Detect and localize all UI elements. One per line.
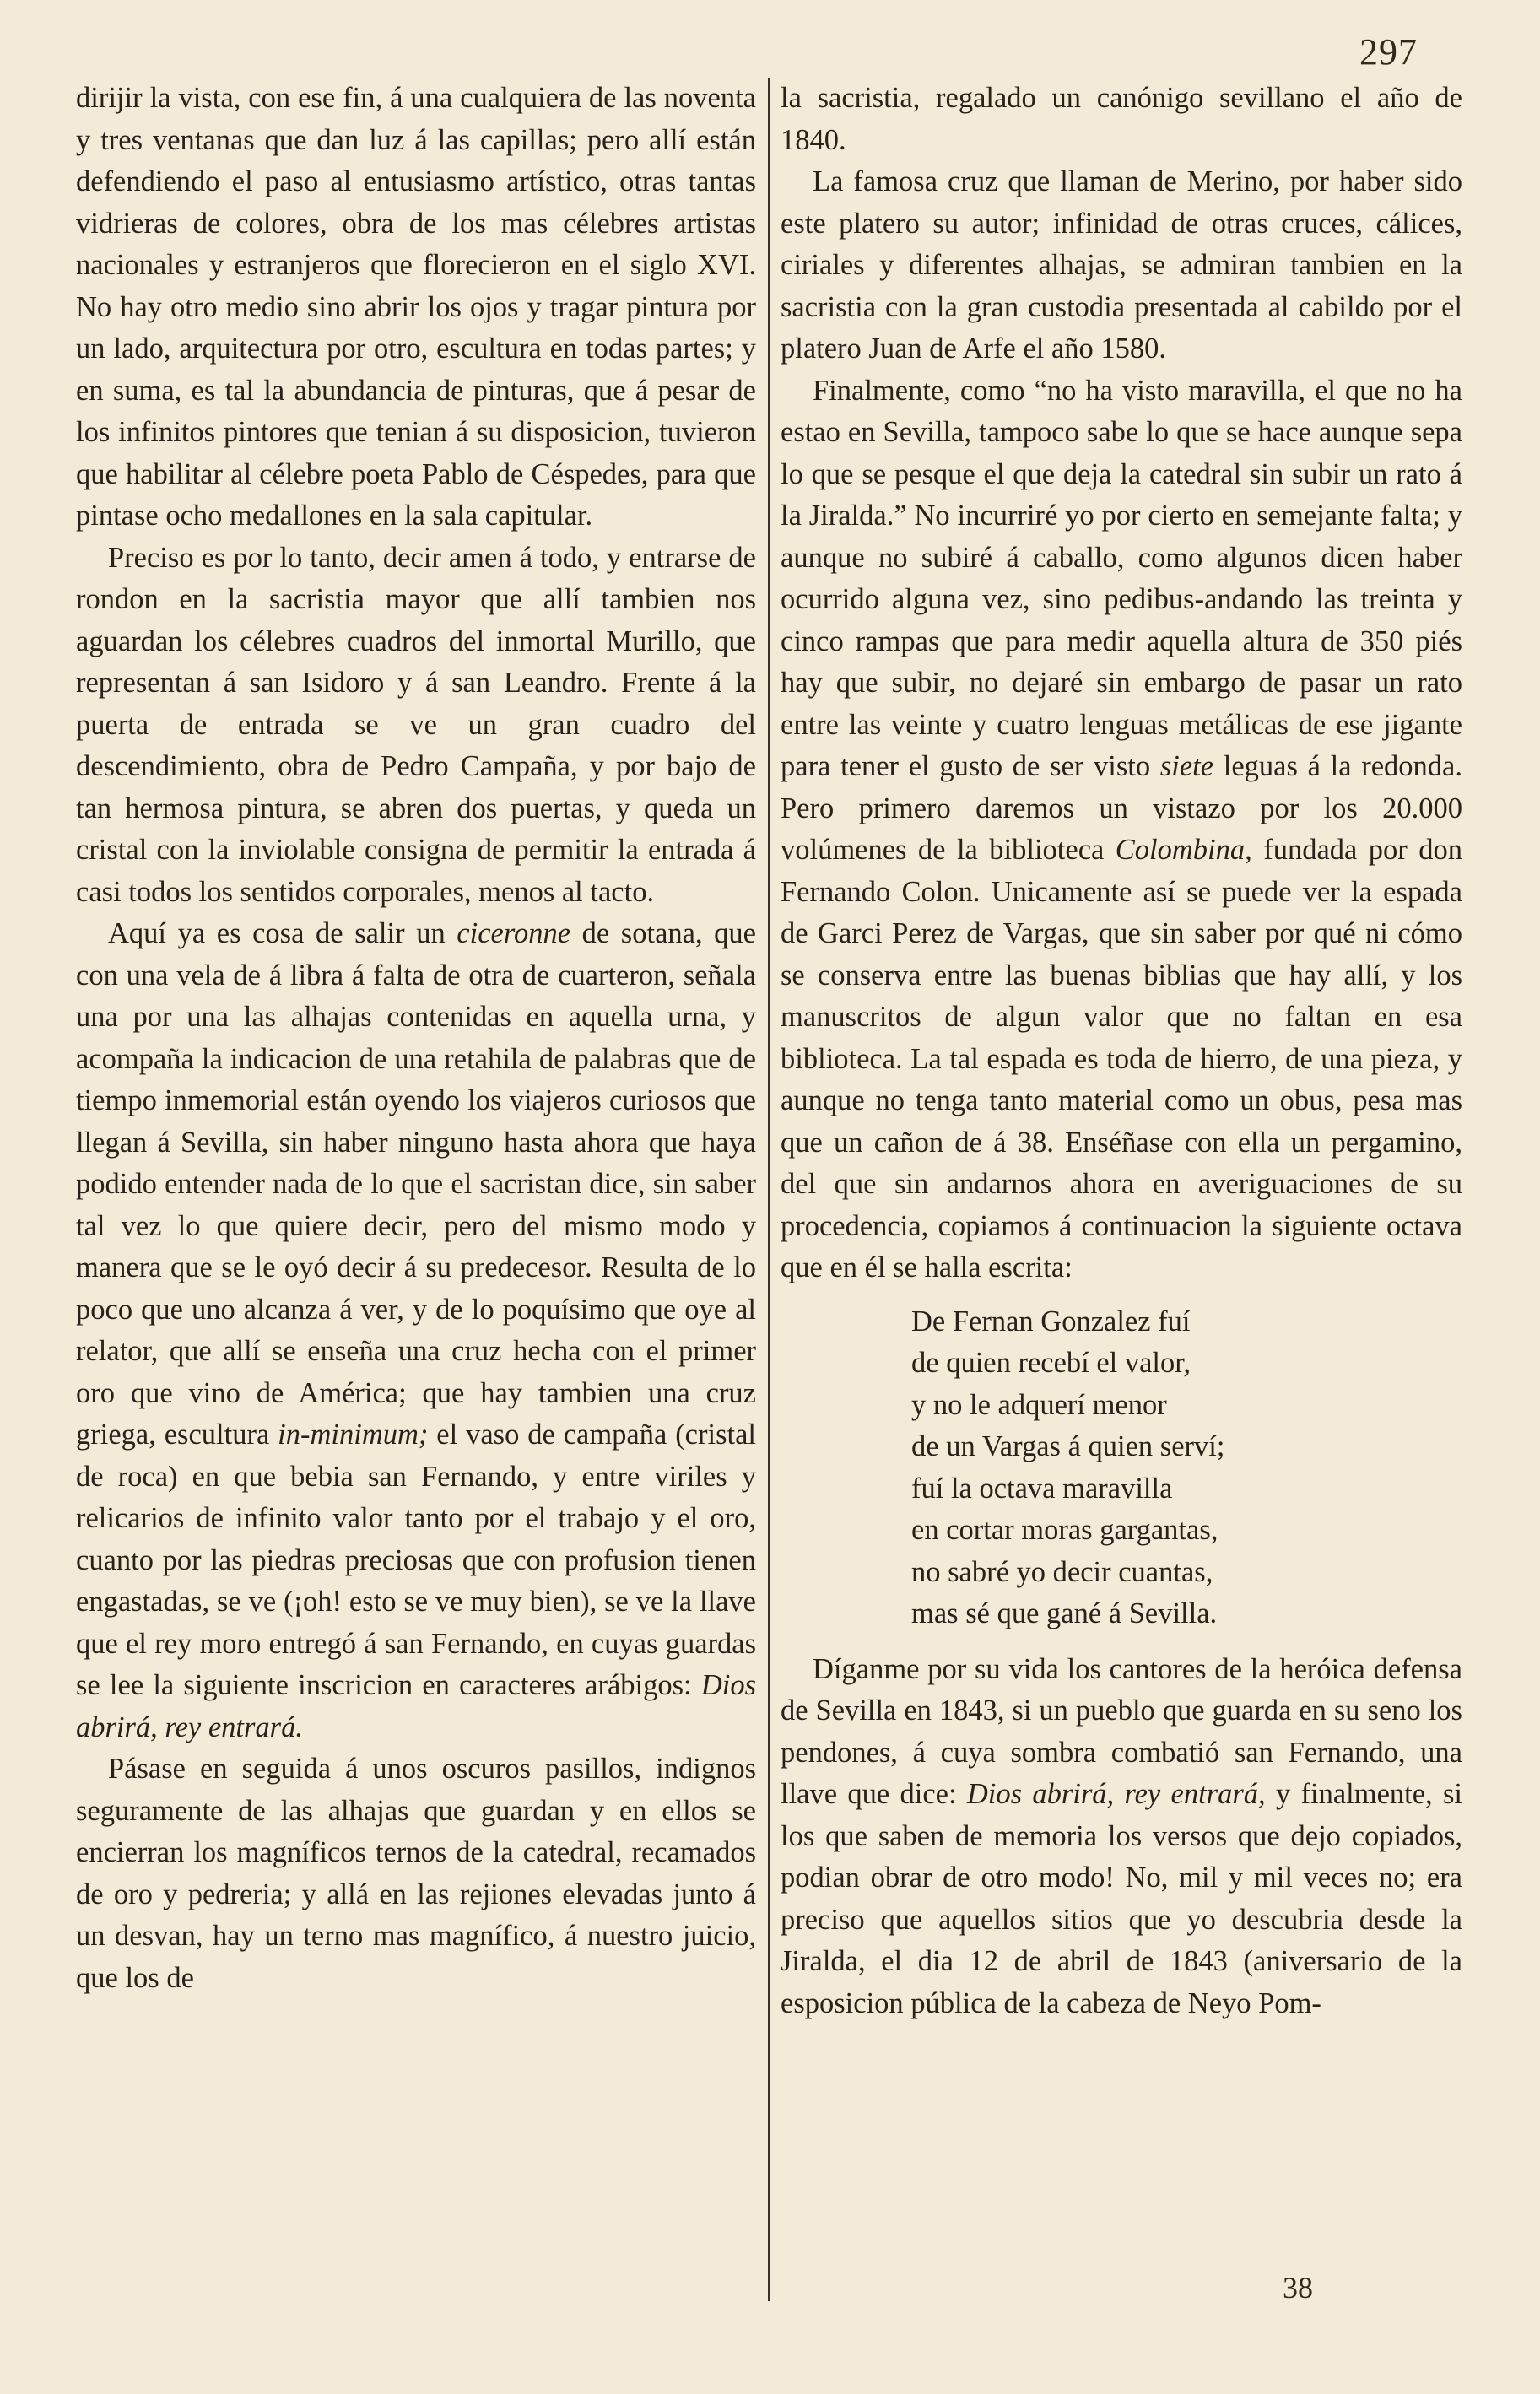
verse-line: no sabré yo decir cuantas, [911,1555,1213,1588]
text-run: y finalmente, si los que saben de memoria los versos que dejo copiados, podian obrar de otro modo! No, mil y mil veces no; era preciso que aquellos sitios que yo descubria desde la Jiralda, el dia 12 de abril de 1843 (aniversario de la esposicion pública de la cabeza de Neyo Pom- [781,1778,1463,2019]
italic-text: in-minimum; [278,1419,429,1451]
verse-line: y no le adquerí menor [911,1388,1167,1421]
text-run: la sacristia, regalado un canónigo sevillano el año de 1840. [781,82,1462,156]
page-number: 297 [1359,31,1418,73]
verse-line: De Fernan Gonzalez fuí [911,1305,1191,1338]
text-run: fundada por don Fernando Colon. Unicamente así se puede ver la espada de Garci Perez de Vargas, que sin saber por qué ni cómo se conserva entre las buenas biblias que hay allí, y los manuscritos de algun valor que no faltan en esa biblioteca. La tal espada es toda de hierro, de una pieza, y aunque no tenga tanto material como un obus, pesa mas que un cañon de á 38. Enséñase con ella un pergamino, del que sin andarnos ahora en averiguaciones de su procedencia, copiamos á continuacion la siguiente octava que en él se halla escrita: [781,834,1463,1283]
italic-text: ciceronne [457,917,571,949]
verse-line: mas sé que gané á Sevilla. [911,1597,1218,1629]
paragraph [781,1649,1462,2025]
verse-line: fuí la octava maravilla [911,1472,1173,1505]
text-run: de sotana, que con una vela de á libra á falta de otra de cuarteron, señala una por una las alhajas contenidas en aquella urna, y acompaña la indicacion de una retahila de palabras que de tiempo inmemorial están oyendo los viajeros curiosos que llegan á Sevilla, sin haber ninguno hasta ahora que haya podido entender nada de lo que el sacristan dice, sin saber tal vez lo que quiere decir, pero del mismo modo y manera que se le oyó decir á su predecesor. Resulta de lo poco que uno alcanza á ver, y de lo poquísimo que oye al relator, que allí se enseña una cruz hecha con el primer oro que vino de América; que hay tambien una cruz griega, escultura [76,917,756,1451]
right-column [781,78,1462,2024]
paragraph [781,370,1462,1289]
text-run: Aquí ya es cosa de salir un [108,917,457,949]
text-run: leguas á la redonda. Pero primero daremos un vistazo por los 20.000 volúmenes de la biblioteca [781,750,1462,866]
text-run: dirijir la vista, con ese fin, á una cualquiera de las noventa y tres ventanas que dan luz á las capillas; pero allí están defendiendo el paso al entusiasmo artístico, otras tantas vidrieras de colores, obra de los mas célebres artistas nacionales y estranjeros que florecieron en el siglo XVI. No hay otro medio sino abrir los ojos y tragar pintura por un lado, arquitectura por otro, escultura en todas partes; y en suma, es tal la abundancia de pinturas, que á pesar de los infinitos pintores que tenian á su disposicion, tuvieron que habilitar al célebre poeta Pablo de Céspedes, para que pintase ocho medallones en la sala capitular. [76,82,756,532]
verse-octave [911,1301,1462,1635]
right-column-text-after-verse [781,1649,1462,2025]
verse-line: de un Vargas á quien serví; [911,1430,1225,1462]
italic-text: siete [1159,750,1214,782]
column-divider [768,78,770,2301]
text-run: Díganme por su vida los cantores de la heróica defensa de Sevilla en 1843, si un pueblo que guarda en su seno los pendones, á cuya sombra combatió san Fernando, una llave que dice: [781,1652,1462,1810]
right-column-text-before-verse [781,78,1462,1289]
italic-text: Colombina, [1115,834,1252,866]
text-run: La famosa cruz que llaman de Merino, por haber sido este platero su autor; infinidad de otras cruces, cálices, ciriales y diferentes alhajas, se admiran tambien en la sacristia con la gran custodia presentada al cabildo por el platero Juan de Arfe el año 1580. [781,165,1462,365]
paragraph [76,1748,756,1999]
left-column [76,78,756,1999]
paragraph [76,538,756,914]
printer-signature: 38 [1283,2271,1313,2305]
paragraph [76,913,756,1748]
verse-line: en cortar moras gargantas, [911,1514,1218,1546]
text-run: Pásase en seguida á unos oscuros pasillos, indignos seguramente de las alhajas que guardan y en ellos se encierran los magníficos ternos de la catedral, recamados de oro y pedreria; y allá en las rejiones elevadas junto á un desvan, hay un terno mas magnífico, á nuestro juicio, que los de [76,1753,756,1994]
italic-text: Dios abrirá, rey entrará, [966,1778,1266,1810]
text-run: Finalmente, como “no ha visto maravilla, el que no ha estao en Sevilla, tampoco sabe lo que se hace aunque sepa lo que se pesque el que deja la catedral sin subir un rato á la Jiralda.” No incurriré yo por cierto en semejante falta; y aunque no subiré á caballo, como algunos dicen haber ocurrido alguna vez, sino pedibus-andando las treinta y cinco rampas que para medir aquella altura de 350 piés hay que subir, no dejaré sin embargo de pasar un rato entre las veinte y cuatro lenguas metálicas de ese jigante para tener el gusto de ser visto [781,374,1462,782]
paragraph [781,161,1462,370]
paragraph [76,78,756,538]
text-run: Preciso es por lo tanto, decir amen á todo, y entrarse de rondon en la sacristia mayor que allí tambien nos aguardan los célebres cuadros del inmortal Murillo, que representan á san Isidoro y á san Leandro. Frente á la puerta de entrada se ve un gran cuadro del descendimiento, obra de Pedro Campaña, y por bajo de tan hermosa pintura, se abren dos puertas, y queda un cristal con la inviolable consigna de permitir la entrada á casi todos los sentidos corporales, menos al tacto. [76,541,756,908]
italic-text: Dios abrirá, rey entrará. [76,1669,756,1743]
paragraph [781,78,1462,161]
verse-line: de quien recebí el valor, [911,1347,1191,1379]
text-run: el vaso de campaña (cristal de roca) en que bebia san Fernando, y entre viriles y relicarios de infinito valor tanto por el trabajo y el oro, cuanto por las piedras preciosas que con profusion tienen engastadas, se ve (¡oh! esto se ve muy bien), se ve la llave que el rey moro entregó á san Fernando, en cuyas guardas se lee la siguiente inscricion en caracteres arábigos: [76,1419,756,1701]
